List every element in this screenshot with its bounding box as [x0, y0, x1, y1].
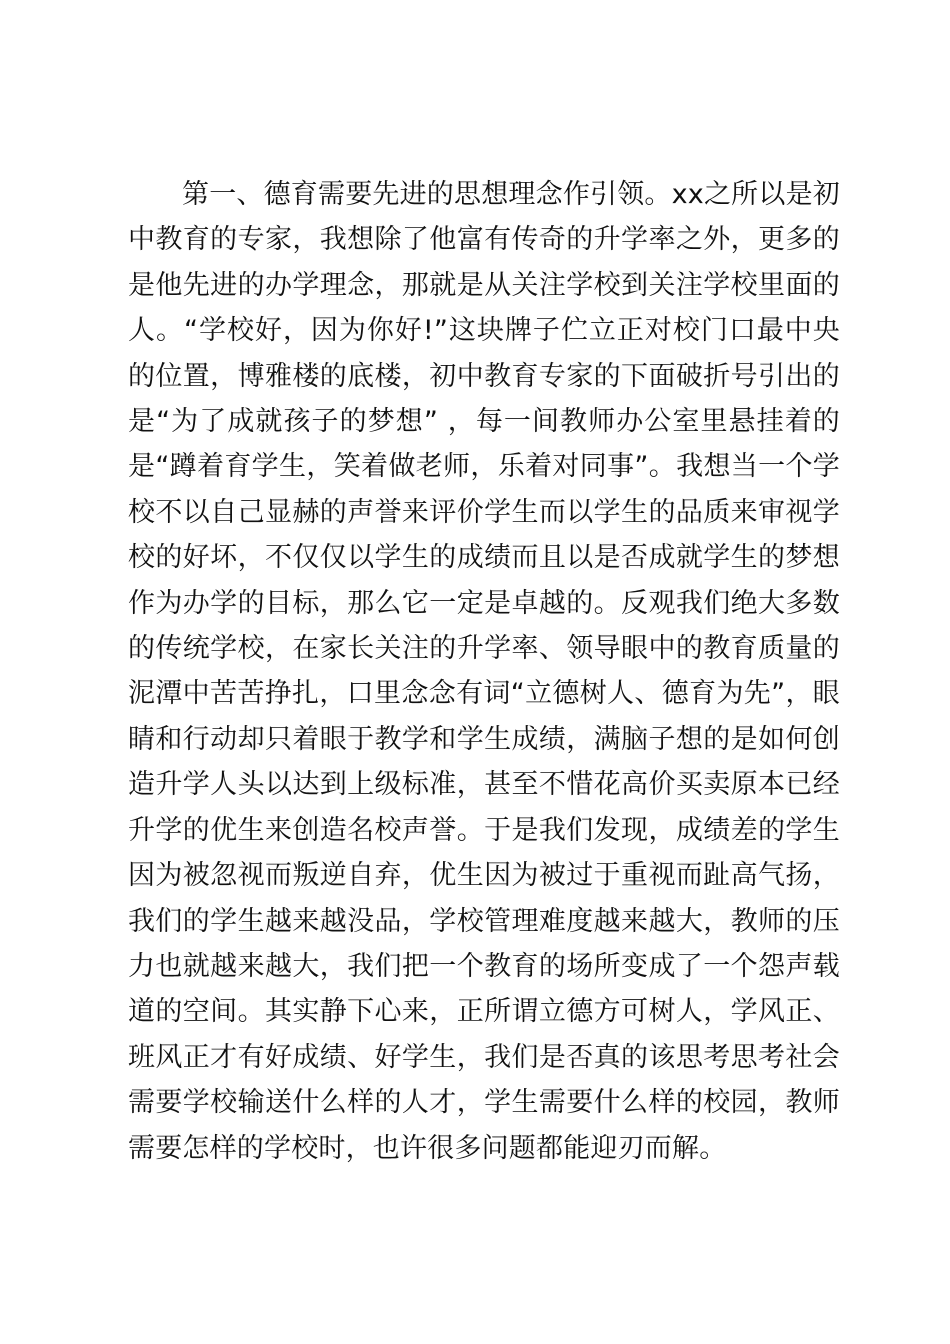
body-paragraph: 第一、德育需要先进的思想理念作引领。xx之所以是初中教育的专家，我想除了他富有传奇的升学率之外，更多的是他先进的办学理念，那就是从关注学校到关注学校里面的人。“学校好，因为你好!”这块牌子伫立正对校门口最中央的位置，博雅楼的底楼，初中教育专家的下面破折号引出的是“为了成就孩子的梦想” ，每一间教师办公室里悬挂着的是“蹲着育学生，笑着做老师，乐着对同事”。我想当一个学校不以自己显赫的声誉来评价学生而以学生的品质来审视学校的好坏，不仅仅以学生的成绩而且以是否成就学生的梦想作为办学的目标，那么它一定是卓越的。反观我们绝大多数的传统学校，在家长关注的升学率、领导眼中的教育质量的泥潭中苦苦挣扎，口里念念有词“立德树人、德育为先”，眼睛和行动却只着眼于教学和学生成绩，满脑子想的是如何创造升学人头以达到上级标准，甚至不惜花高价买卖原本已经升学的优生来创造名校声誉。于是我们发现，成绩差的学生因为被忽视而叛逆自弃，优生因为被过于重视而趾高气扬，我们的学生越来越没品，学校管理难度越来越大，教师的压力也就越来越大，我们把一个教育的场所变成了一个怨声载道的空间。其实静下心来，正所谓立德方可树人，学风正、班风正才有好成绩、好学生，我们是否真的该思考思考社会需要学校输送什么样的人才，学生需要什么样的校园，教师需要怎样的学校时，也许很多问题都能迎刃而解。	[128, 179, 840, 1164]
